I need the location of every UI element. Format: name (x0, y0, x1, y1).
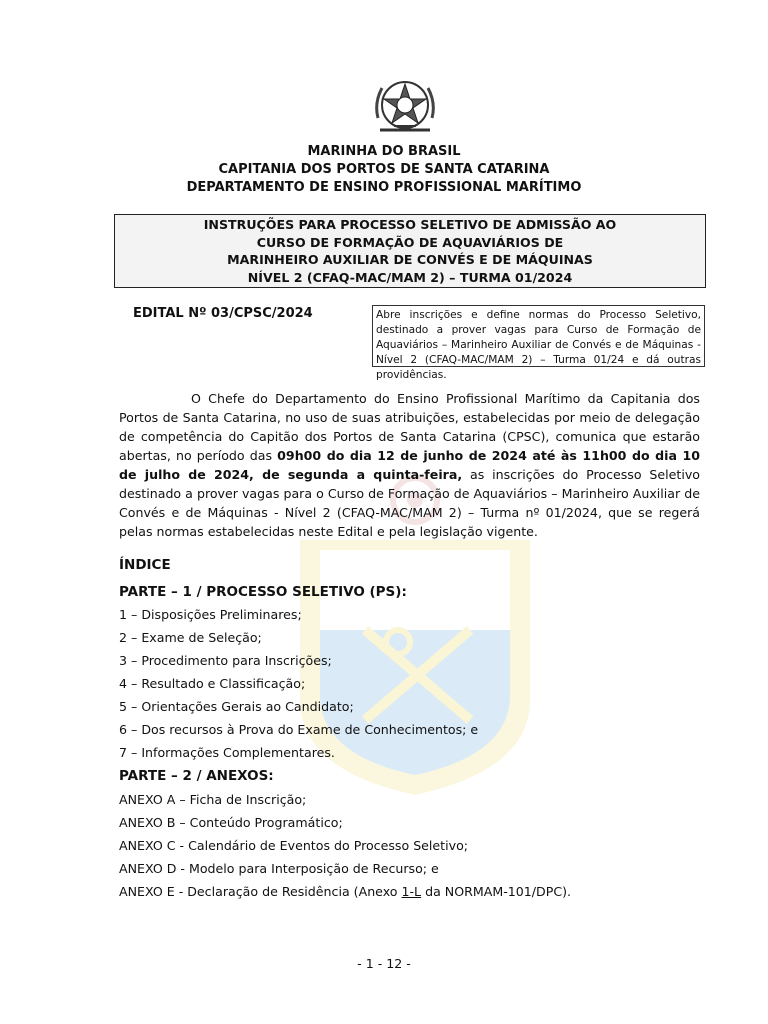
title-line: INSTRUÇÕES PARA PROCESSO SELETIVO DE ADMISSÃO AO (203, 217, 617, 232)
index-item: 3 – Procedimento para Inscrições; (119, 653, 332, 668)
page-number: - 1 - 12 - (357, 956, 411, 971)
intro-paragraph (119, 389, 700, 541)
organization-header (0, 143, 768, 197)
index-item: 5 – Orientações Gerais ao Candidato; (119, 699, 354, 714)
part1-title: PARTE – 1 / PROCESSO SELETIVO (PS): (119, 584, 407, 600)
brazil-coat-of-arms-icon (372, 78, 438, 138)
intro-period-bold: 09h00 do dia 12 de junho de 2024 até às 11h00 do dia 10 de julho de 2024, de segunda a quinta-feira, (119, 448, 700, 482)
org-line-department: DEPARTAMENTO DE ENSINO PROFISSIONAL MARÍTIMO (186, 180, 582, 195)
annex-item-e (119, 884, 571, 899)
annex-e-text: ANEXO E - Declaração de Residência (Anexo (119, 884, 402, 899)
index-item: 1 – Disposições Preliminares; (119, 607, 302, 622)
edital-number: EDITAL Nº 03/CPSC/2024 (133, 306, 313, 321)
intro-text: O Chefe do Departamento do Ensino Profissional Marítimo da Capitania dos Portos de Santa Catarina, no uso de suas atribuições, estabelecidas por meio de delegação de competência do Capitão dos Portos de Santa Catarina (CPSC), comunica que estarão abertas, no período das (119, 391, 700, 463)
index-item: 2 – Exame de Seleção; (119, 630, 262, 645)
index-item: 6 – Dos recursos à Prova do Exame de Conhecimentos; e (119, 722, 479, 737)
edital-ementa-box: Abre inscrições e define normas do Processo Seletivo, destinado a prover vagas para Curso de Formação de Aquaviários – Marinheiro Auxiliar de Convés e de Máquinas - Nível 2 (CFAQ-MAC/MAM 2) – Turma 01/24 e dá outras providências. (372, 305, 705, 367)
intro-text-continued: as inscrições do Processo Seletivo destinado a prover vagas para o Curso de Formação de Aquaviários – Marinheiro Auxiliar de Convés e de Máquinas - Nível 2 (CFAQ-MAC/MAM 2) – Turma nº 01/2024, que se regerá pelas normas estabelecidas neste Edital e pela legislação vigente. (119, 467, 701, 539)
part2-title: PARTE – 2 / ANEXOS: (119, 768, 274, 784)
title-line: NÍVEL 2 (CFAQ-MAC/MAM 2) – TURMA 01/2024 (247, 269, 573, 285)
annex-e-reference: 1-L (401, 884, 422, 899)
document-title-box (114, 214, 706, 288)
title-line: CURSO DE FORMAÇÃO DE AQUAVIÁRIOS DE (256, 234, 564, 250)
annex-e-text-end: da NORMAM-101/DPC). (421, 884, 572, 899)
org-line-navy: MARINHA DO BRASIL (307, 144, 461, 159)
title-line: MARINHEIRO AUXILIAR DE CONVÉS E DE MÁQUINAS (227, 252, 593, 267)
annex-item: ANEXO D - Modelo para Interposição de Recurso; e (119, 861, 439, 876)
annex-item: ANEXO A – Ficha de Inscrição; (119, 792, 307, 807)
org-line-capitania: CAPITANIA DOS PORTOS DE SANTA CATARINA (218, 162, 550, 177)
annex-item: ANEXO B – Conteúdo Programático; (119, 815, 343, 830)
index-title: ÍNDICE (119, 557, 171, 573)
index-item: 7 – Informações Complementares. (119, 745, 335, 760)
annex-item: ANEXO C - Calendário de Eventos do Processo Seletivo; (119, 838, 469, 853)
index-item: 4 – Resultado e Classificação; (119, 676, 306, 691)
